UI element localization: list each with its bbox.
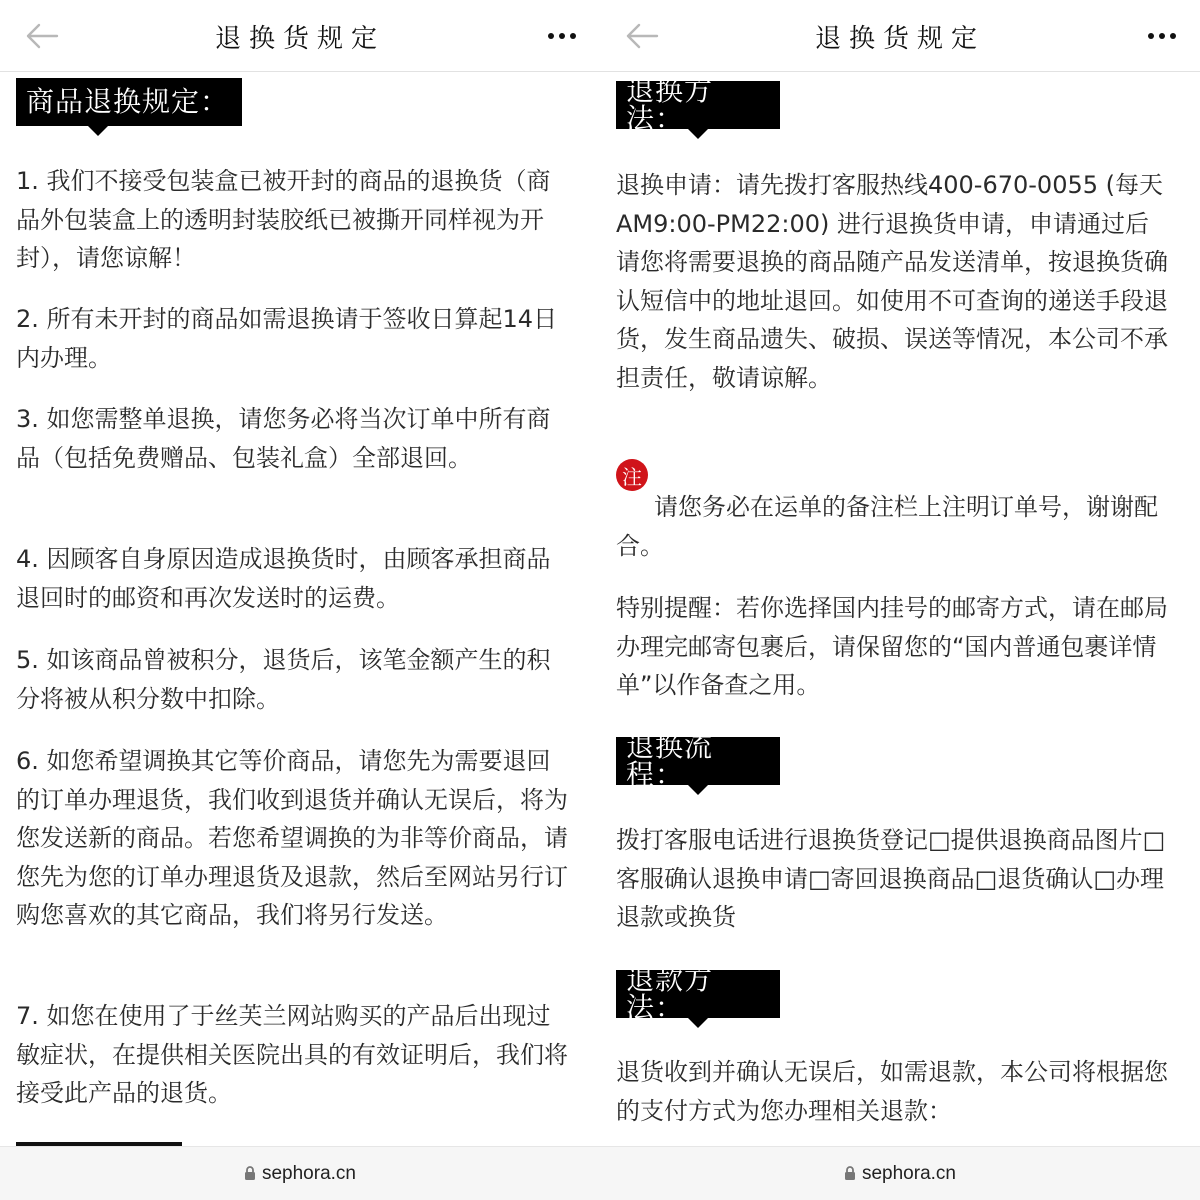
top-nav-bar (600, 0, 1200, 72)
more-button[interactable] (1142, 18, 1182, 54)
section-title-text: 退换流程： (626, 730, 714, 791)
section-title-text: 商品退换规定： (26, 85, 230, 118)
reminder-paragraph: 特别提醒：若你选择国内挂号的邮寄方式，请在邮局办理完邮寄包裹后，请保留您的“国内普通包裹详情单”以作备查之用。 (616, 594, 1168, 699)
more-button[interactable] (542, 18, 582, 54)
rule-item: 4. 因顾客自身原因造成退换货时，由顾客承担商品退回时的邮资和再次发送时的运费。 (16, 545, 551, 612)
url-display[interactable] (0, 1163, 600, 1185)
url-display[interactable] (600, 1163, 1200, 1185)
section-title-text: 退款方法： (626, 963, 714, 1024)
flow-paragraph: 拨打客服电话进行退换货登记□提供退换商品图片□客服确认退换申请□寄回退换商品□退货确认□办理退款或换货 (616, 826, 1166, 931)
lock-icon (244, 1166, 256, 1181)
rule-item: 5. 如该商品曾被积分，退货后，该笔金额产生的积分将被从积分数中扣除。 (16, 646, 551, 713)
page-title: 退换货规定 (814, 24, 985, 54)
rule-item: 7. 如您在使用了于丝芙兰网站购买的产品后出现过敏症状，在提供相关医院出具的有效证明后，我们将接受此产品的退货。 (16, 1002, 568, 1107)
section-title-text: 退换方法： (626, 74, 714, 135)
rule-item: 3. 如您需整单退换，请您务必将当次订单中所有商品（包括免费赠品、包装礼盒）全部退回。 (16, 405, 551, 472)
method-paragraph: 退换申请：请先拨打客服热线400-670-0055 (每天AM9:00-PM22:00) 进行退换货申请，申请通过后请您将需要退换的商品随产品发送清单，按退换货确认短信中的地址退回。如使用不可查询的递送手段退货，发生商品遗失、破损、误送等情况，本公司不承担责任，敬请谅解。 (616, 171, 1168, 392)
more-dots-icon (1147, 32, 1177, 40)
rule-item: 6. 如您希望调换其它等价商品，请您先为需要退回的订单办理退货，我们收到退货并确认无误后，将为您发送新的商品。若您希望调换的为非等价商品，请您先为您的订单办理退货及退款，然后至网站另行订购您喜欢的其它商品，我们将另行发送。 (16, 747, 568, 929)
url-text: sephora.cn (261, 1163, 356, 1184)
more-dots-icon (547, 32, 577, 40)
top-nav-bar (0, 0, 600, 72)
refund-paragraph: 退货收到并确认无误后，如需退款，本公司将根据您的支付方式为您办理相关退款： (616, 1058, 1168, 1125)
section-title-flow (616, 730, 780, 791)
page-title: 退换货规定 (214, 24, 385, 54)
lock-icon (844, 1166, 856, 1181)
browser-address-bar[interactable] (600, 1146, 1200, 1200)
rule-item: 2. 所有未开封的商品如需退换请于签收日算起14日内办理。 (16, 305, 558, 372)
section-title-method (616, 74, 780, 135)
browser-address-bar[interactable] (0, 1146, 600, 1200)
url-text: sephora.cn (861, 1163, 956, 1184)
section-title-return-rules (16, 78, 242, 126)
right-screen (600, 0, 1200, 1200)
note-paragraph: 请您务必在运单的备注栏上注明订单号，谢谢配合。 (616, 493, 1158, 560)
note-badge: 注 (616, 459, 648, 491)
rule-item: 1. 我们不接受包装盒已被开封的商品的退换货（商品外包装盒上的透明封装胶纸已被撕开同样视为开封），请您谅解！ (16, 167, 551, 272)
section-title-refund (616, 963, 780, 1024)
